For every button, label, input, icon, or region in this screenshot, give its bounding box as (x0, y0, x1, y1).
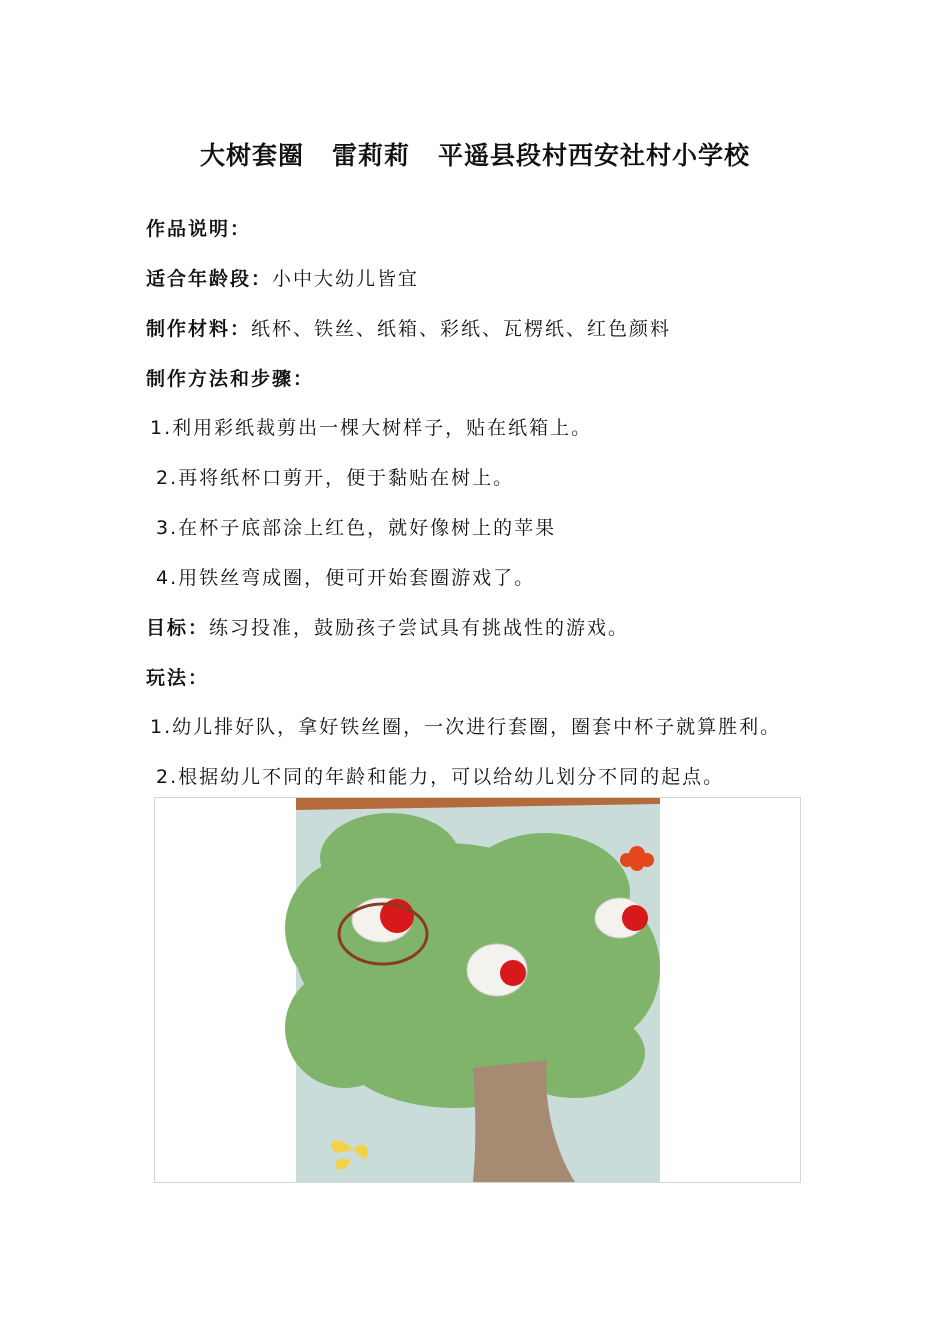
step-item: 3.在杯子底部涂上红色，就好像树上的苹果 (156, 517, 557, 539)
play-step-item: 1.幼儿排好队，拿好铁丝圈，一次进行套圈，圈套中杯子就算胜利。 (150, 716, 782, 738)
page-title (0, 136, 950, 172)
tree-ring-toss-illustration (155, 798, 800, 1182)
goal-label: 目标： (146, 617, 210, 639)
step-item: 4.用铁丝弯成圈，便可开始套圈游戏了。 (156, 567, 536, 589)
toy-photo (154, 797, 801, 1183)
age-value: 小中大幼儿皆宜 (272, 268, 420, 290)
apple-icon (622, 905, 648, 931)
title-text: 大树套圈 (199, 141, 304, 170)
apple-icon (500, 960, 526, 986)
materials-label: 制作材料： (146, 318, 252, 340)
step-item: 2.再将纸杯口剪开，便于黏贴在树上。 (156, 467, 515, 489)
description-heading: 作品说明： (146, 218, 252, 240)
goal-value: 练习投准，鼓励孩子尝试具有挑战性的游戏。 (209, 617, 630, 639)
materials-value: 纸杯、铁丝、纸箱、彩纸、瓦楞纸、红色颜料 (251, 318, 672, 340)
play-heading: 玩法： (146, 667, 210, 689)
step-item: 1.利用彩纸裁剪出一棵大树样子，贴在纸箱上。 (150, 417, 593, 439)
method-heading: 制作方法和步骤： (146, 368, 315, 390)
author-name: 雷莉莉 (331, 141, 410, 170)
materials-line (146, 314, 671, 341)
goal-line (146, 613, 629, 640)
cup-center (467, 944, 527, 996)
play-step-item: 2.根据幼儿不同的年龄和能力，可以给幼儿划分不同的起点。 (156, 766, 725, 788)
age-range-line (146, 264, 419, 291)
school-name: 平遥县段村西安社村小学校 (438, 141, 751, 170)
age-label: 适合年龄段： (146, 268, 273, 290)
